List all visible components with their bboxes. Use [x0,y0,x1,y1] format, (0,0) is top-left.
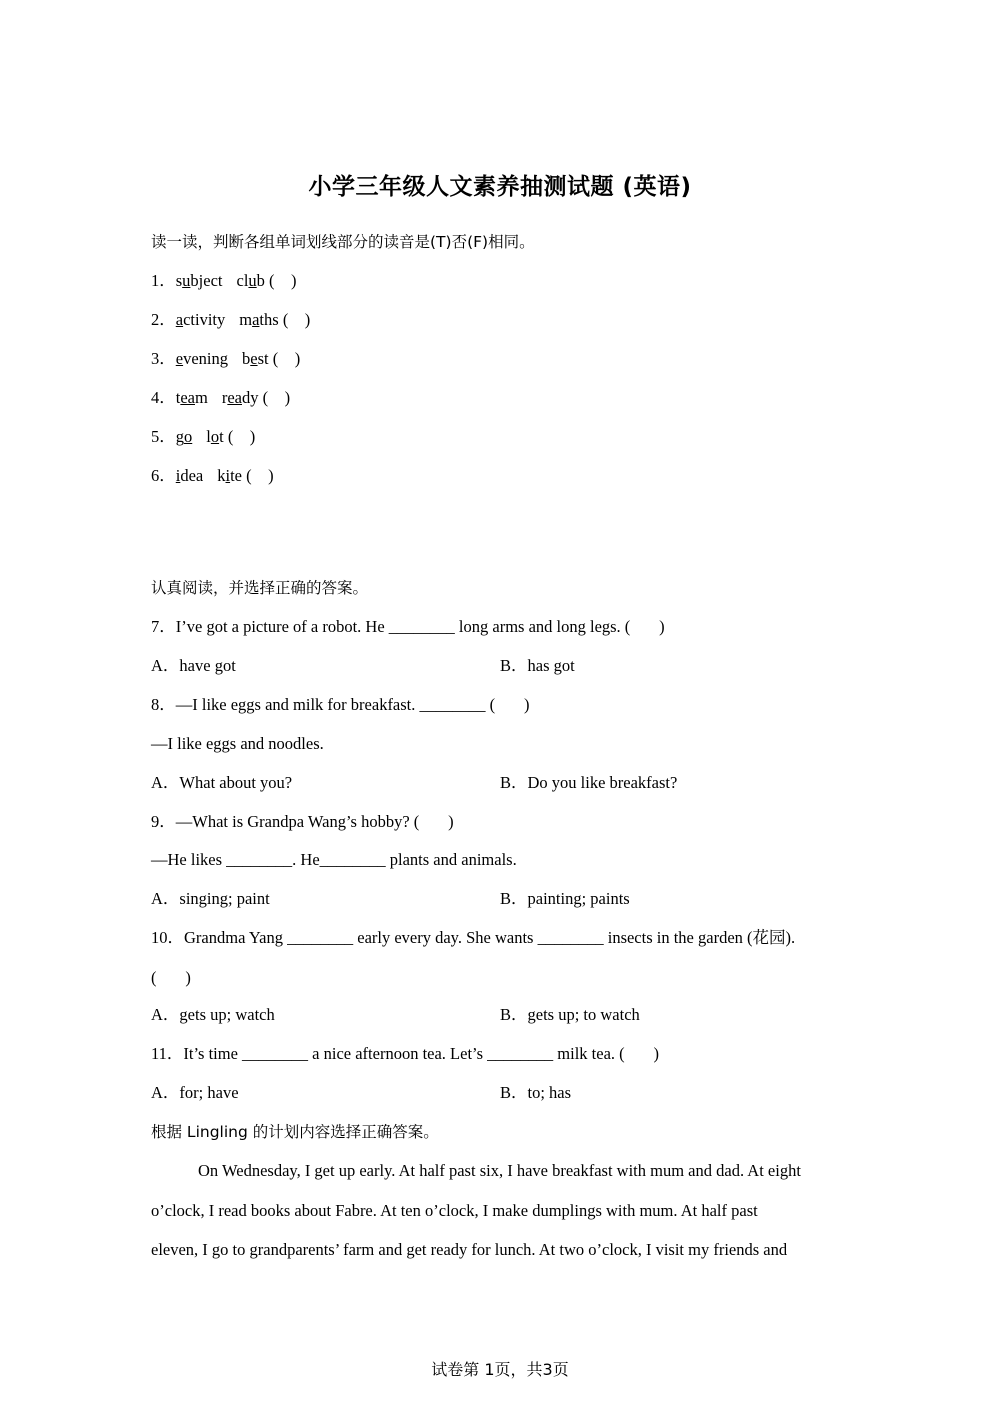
question-10: 10．Grandma Yang ________ early every day. She wants ________ insects in the garden (花园). [151,928,796,947]
underlined-letters: u [182,271,191,290]
word-part: ctivity [183,310,226,329]
q9-option-a: A．singing; paint [151,889,270,908]
question-10-blank: ( ) [151,968,191,987]
word-part: vening [183,349,228,368]
word-part: st [257,349,269,368]
reading-passage-line: o’clock, I read books about Fabre. At ten o’clock, I make dumplings with mum. At half past [151,1201,758,1220]
q8-option-a: A．What about you? [151,773,293,792]
item-number: 2． [151,310,176,329]
word-part: m [239,310,253,329]
underlined-letters: o [184,427,193,446]
underlined-letters: i [225,466,231,485]
underlined-letters: a [175,310,184,329]
word-part: dea [180,466,204,485]
q11-option-b: B．to; has [500,1083,572,1102]
section1-instruction: 读一读，判断各组单词划线部分的读音是(T)否(F)相同。 [151,233,535,251]
pronunciation-item [151,309,310,331]
q7-option-b: B．has got [500,656,575,675]
question-8: 8．—I like eggs and milk for breakfast. ________ ( ) [151,695,530,714]
question-11: 11．It’s time ________ a nice afternoon tea. Let’s ________ milk tea. ( ) [151,1044,660,1063]
question-7: 7．I’ve got a picture of a robot. He ________ long arms and long legs. ( ) [151,617,665,636]
underlined-letters: ea [180,388,195,407]
q9-reply: —He likes ________. He________ plants and animals. [151,850,517,869]
word-part: dy [242,388,259,407]
reading-passage-line: On Wednesday, I get up early. At half past six, I have breakfast with mum and dad. At eight [198,1161,801,1180]
item-number: 6． [151,466,176,485]
word-part: s [175,271,183,290]
page-footer: 试卷第 1页，共3页 [431,1360,569,1379]
word-part: t [175,388,181,407]
q8-reply: —I like eggs and noodles. [151,734,324,753]
answer-blank[interactable]: ( ) [282,310,311,329]
q10-option-b: B．gets up; to watch [500,1005,640,1024]
word-part: m [195,388,208,407]
word-part: bject [190,271,223,290]
pronunciation-item [151,270,297,292]
underlined-letters: e [250,349,258,368]
underlined-letters: e [175,349,184,368]
reading-passage-line: eleven, I go to grandparents’ farm and get ready for lunch. At two o’clock, I visit my friends and [151,1240,788,1259]
answer-blank[interactable]: ( ) [269,271,297,290]
q8-option-b: B．Do you like breakfast? [500,773,678,792]
underlined-letters: u [248,271,257,290]
underlined-letters: o [210,427,220,446]
q10-option-a: A．gets up; watch [151,1005,275,1024]
word-part: te [230,466,243,485]
item-number: 5． [151,427,176,446]
word-part: l [206,427,211,446]
word-part: cl [236,271,249,290]
section3-instruction: 根据 Lingling 的计划内容选择正确答案。 [151,1123,439,1141]
answer-blank[interactable]: ( ) [262,388,291,407]
word-part: g [175,427,184,446]
q7-option-a: A．have got [151,656,236,675]
word-part: t [219,427,224,446]
underlined-letters: i [175,466,181,485]
question-9: 9．—What is Grandpa Wang’s hobby? ( ) [151,812,454,831]
pronunciation-item [151,465,274,487]
word-part: b [256,271,265,290]
answer-blank[interactable]: ( ) [246,466,274,485]
word-part: r [221,388,228,407]
page-title: 小学三年级人文素养抽测试题 (英语) [308,174,692,200]
word-part: k [217,466,226,485]
pronunciation-item [151,348,300,370]
item-number: 4． [151,388,176,407]
q11-option-a: A．for; have [151,1083,239,1102]
pronunciation-item [151,387,290,409]
answer-blank[interactable]: ( ) [227,427,256,446]
underlined-letters: ea [227,388,242,407]
word-part: ths [259,310,279,329]
section2-instruction: 认真阅读，并选择正确的答案。 [151,579,369,597]
underlined-letters: a [252,310,260,329]
item-number: 1． [151,271,176,290]
q9-option-b: B．painting; paints [500,889,630,908]
answer-blank[interactable]: ( ) [272,349,301,368]
pronunciation-item [151,426,255,448]
item-number: 3． [151,349,176,368]
word-part: b [242,349,251,368]
